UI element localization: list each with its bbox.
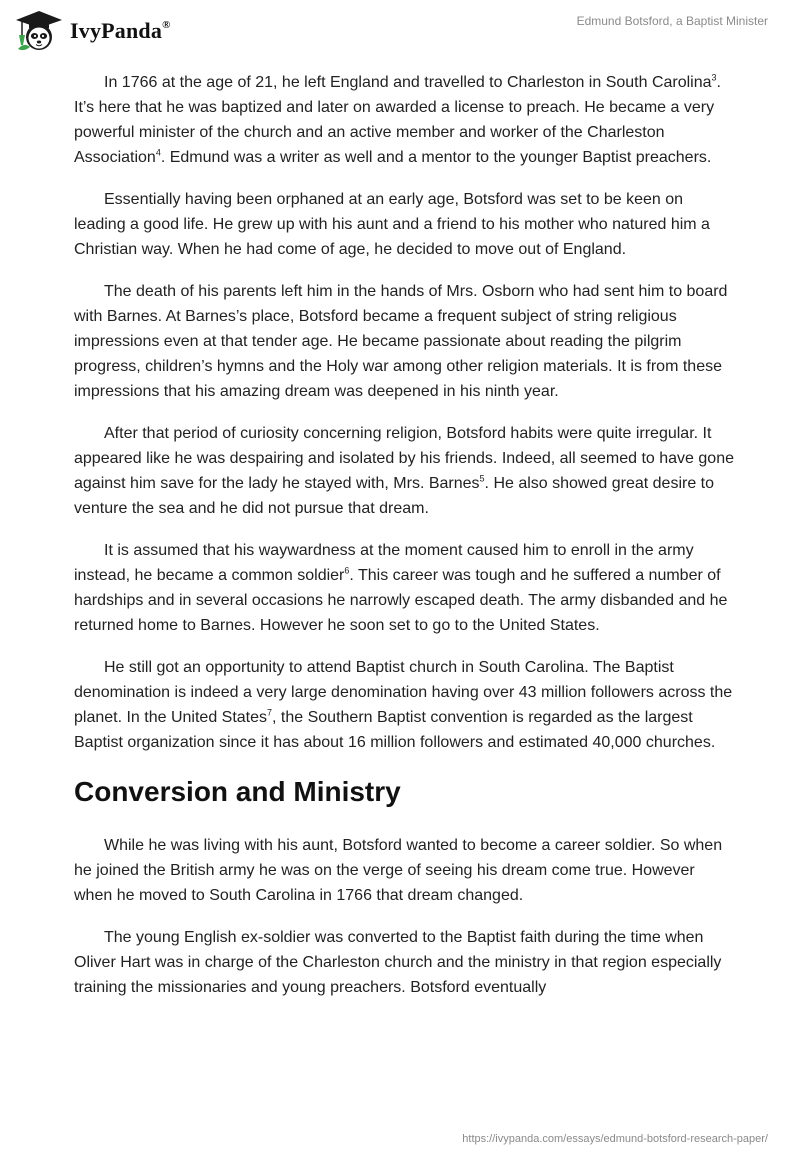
section-heading: Conversion and Ministry: [74, 776, 401, 807]
paragraph: [74, 833, 734, 908]
paragraph-text: . Edmund was a writer as well and a mentor to the younger Baptist preachers.: [160, 149, 712, 166]
paragraph-text: It is assumed that his waywardness at the moment caused him to enroll in the army instead, he became a common soldier: [74, 542, 694, 584]
footnote-ref: 4: [155, 147, 161, 158]
source-url[interactable]: https://ivypanda.com/essays/edmund-botsford-research-paper/: [462, 1133, 768, 1145]
paragraph: [74, 538, 734, 638]
paragraph-text: In 1766 at the age of 21, he left England and travelled to Charleston in South Carolina: [104, 74, 712, 91]
paragraph-text: The young English ex-soldier was converted to the Baptist faith during the time when Oliver Hart was in charge of the Charleston church and the ministry in that region especially training the missionaries and young preachers. Botsford eventually: [74, 929, 722, 996]
paragraph-text: Essentially having been orphaned at an early age, Botsford was set to be keen on leading a good life. He grew up with his aunt and a friend to his mother who natured him a Christian way. When he had come of age, he decided to move out of England.: [74, 191, 710, 258]
paragraph: [74, 187, 734, 262]
paragraph-text: , the Southern Baptist convention is regarded as the largest Baptist organization since it has about 16 million followers and estimated 40,000 churches.: [74, 709, 716, 751]
paragraph-text: . This career was tough and he suffered a number of hardships and in several occasions he narrowly escaped death. The army disbanded and he returned home to Barnes. However he soon set to go to the United States.: [74, 567, 728, 634]
paragraph-text: . It’s here that he was baptized and later on awarded a license to preach. He became a very powerful minister of the church and an active member and worker of the Charleston Association: [74, 74, 721, 166]
paragraph-text: The death of his parents left him in the hands of Mrs. Osborn who had sent him to board with Barnes. At Barnes’s place, Botsford became a frequent subject of string religious impressions even at that tender age. He became passionate about reading the pilgrim progress, children’s hymns and the Holy war among other religion materials. It is from these impressions that his amazing dream was deepened in his ninth year.: [74, 283, 728, 400]
section-paragraphs: [74, 833, 734, 1000]
page-header: [0, 0, 800, 60]
document-title: Edmund Botsford, a Baptist Minister: [576, 14, 768, 28]
paragraph: [74, 925, 734, 1000]
panda-graduate-icon: [14, 9, 64, 53]
footnote-ref: 5: [479, 473, 485, 484]
paragraph: [74, 655, 734, 755]
paragraph: [74, 279, 734, 404]
footnote-ref: 3: [711, 72, 717, 83]
footnote-ref: 7: [267, 707, 273, 718]
essay-body: [74, 70, 734, 1017]
intro-paragraphs: [74, 70, 734, 755]
footnote-ref: 6: [344, 565, 350, 576]
paragraph: [74, 421, 734, 521]
paragraph-text: He still got an opportunity to attend Baptist church in South Carolina. The Baptist denomination is indeed a very large denomination having over 43 million followers across the planet. In the United States: [74, 659, 733, 726]
ivypanda-logo[interactable]: [14, 8, 171, 54]
paragraph: [74, 70, 734, 170]
paragraph-text: . He also showed great desire to venture the sea and he did not pursue that dream.: [74, 475, 715, 517]
paragraph-text: After that period of curiosity concerning religion, Botsford habits were quite irregular. It appeared like he was despairing and isolated by his friends. Indeed, all seemed to have gone against him save for the lady he stayed with, Mrs. Barnes: [74, 425, 734, 492]
brand-name: IvyPanda®: [70, 18, 171, 43]
paragraph-text: While he was living with his aunt, Botsford wanted to become a career soldier. So when he joined the British army he was on the verge of seeing his dream come true. However when he moved to South Carolina in 1766 that dream changed.: [74, 837, 723, 904]
